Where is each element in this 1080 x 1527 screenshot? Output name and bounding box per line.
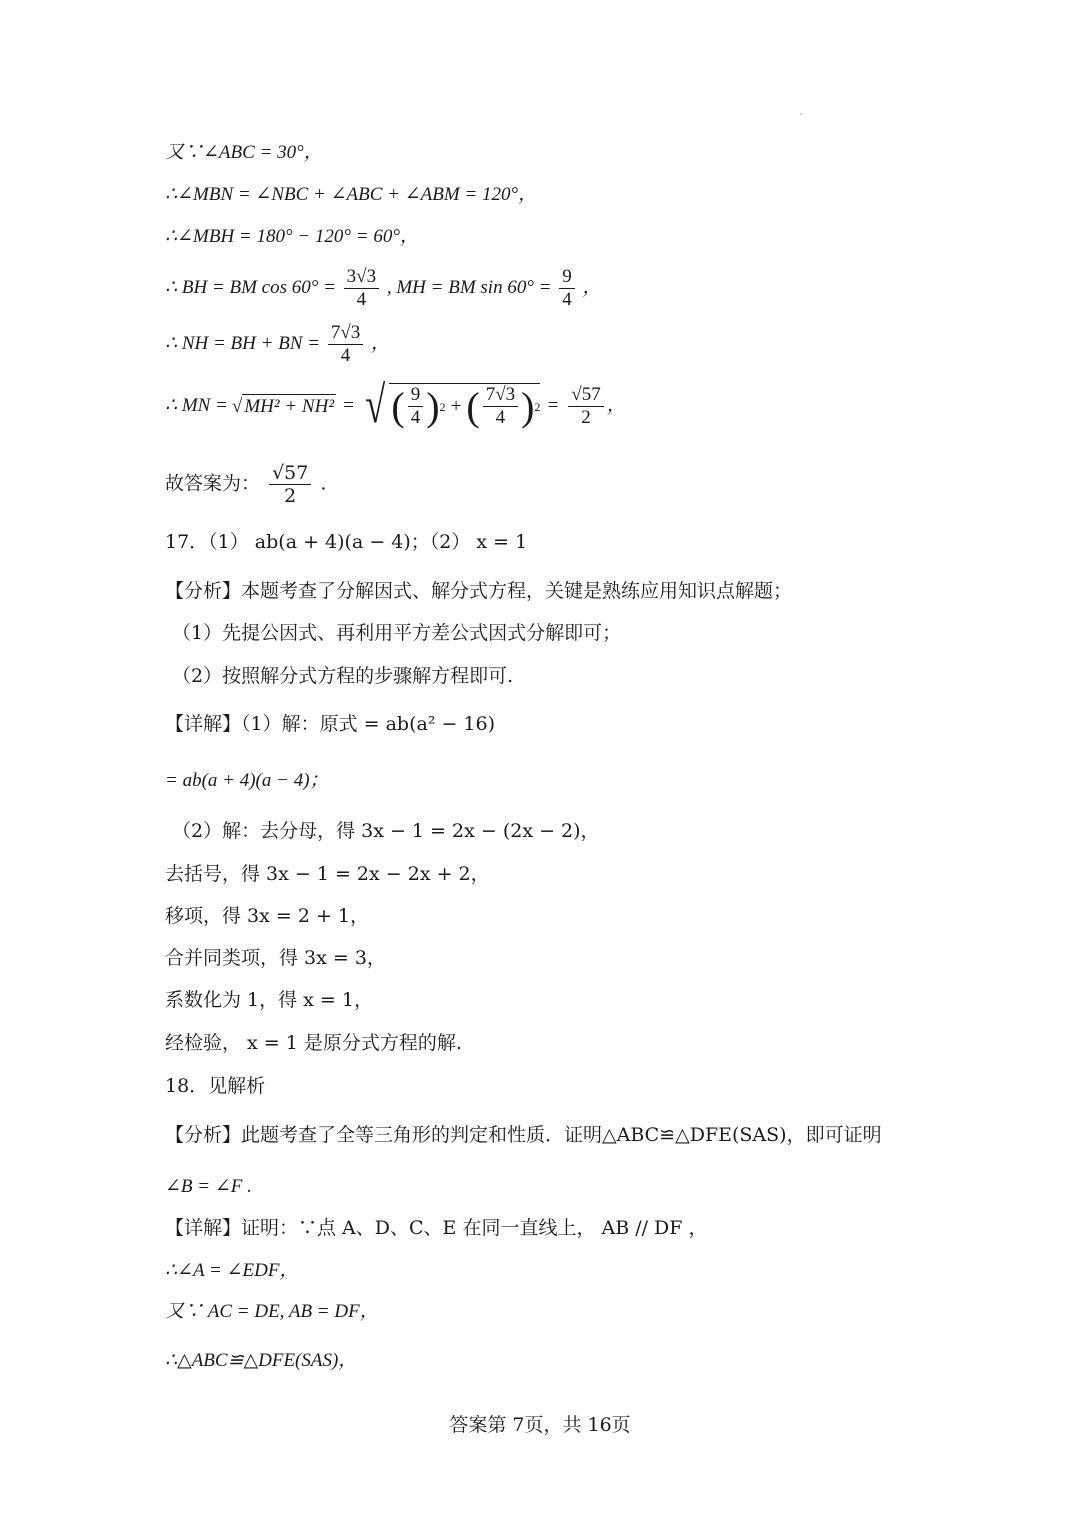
bh-text: ∴ BH = BM cos 60° = [165, 276, 336, 298]
q18-detail-4: ∴△ABC≌△DFE(SAS)， [165, 1350, 358, 1371]
q17-detail-6: 合并同类项，得 3x = 3， [165, 947, 386, 969]
q17-detail-1: 【详解】（1）解：原式 = ab(a² − 16) [165, 713, 496, 735]
q17-detail-8: 经检验， x = 1 是原分式方程的解. [165, 1032, 462, 1054]
line-answer [165, 462, 326, 507]
answer-period: . [320, 472, 327, 495]
mh-num: 9 [559, 266, 575, 289]
bh-fraction [344, 266, 379, 311]
mn-plus: + [449, 395, 463, 417]
mn-f1-den: 4 [410, 407, 421, 428]
mh-fraction [559, 266, 575, 311]
answer-num: √57 [269, 462, 311, 485]
nh-fraction [328, 322, 363, 367]
q17-detail-7: 系数化为 1，得 x = 1， [165, 989, 373, 1011]
nh-comma: ， [371, 332, 391, 354]
scan-speck [800, 113, 802, 115]
q17-detail-2: = ab(a + 4)(a − 4)； [165, 770, 329, 791]
mn-big-sqrt: √ ( $\frac{9}{4}$ ) 2 + ( $\frac{7√3}{4}$ ) 2 [365, 377, 541, 434]
line-angle-mbn: ∴∠MBN = ∠NBC + ∠ABC + ∠ABM = 120°， [165, 184, 538, 205]
nh-den: 4 [340, 345, 351, 366]
mn-result-fraction [568, 384, 603, 429]
q17-heading: 17．（1） ab(a + 4)(a − 4)；（2） x = 1 [165, 531, 528, 553]
line-bh-mh [165, 266, 602, 311]
mn-f2-num: 7√3 [483, 384, 518, 407]
mn-radicand: MH² + NH² [244, 395, 335, 417]
answer-label: 故答案为： [165, 472, 261, 495]
bh-num: 3√3 [344, 266, 379, 289]
q17-analysis-1: （1）先提公因式、再利用平方差公式因式分解即可； [172, 622, 622, 644]
mn-f1-num: 9 [408, 384, 424, 407]
q18-heading: 18．见解析 [165, 1075, 266, 1097]
nh-num: 7√3 [328, 322, 363, 345]
q17-analysis-2: （2）按照解分式方程的步骤解方程即可. [172, 665, 514, 687]
mh-den: 4 [562, 289, 572, 310]
q18-detail-1: 【详解】证明：∵点 A、D、C、E 在同一直线上， AB // DF ， [165, 1217, 708, 1239]
bh-den: 4 [356, 289, 367, 310]
q17-analysis: 【分析】本题考查了分解因式、解分式方程，关键是熟练应用知识点解题； [165, 580, 793, 602]
line-mn [165, 378, 626, 434]
answer-den: 2 [284, 485, 297, 507]
mn-text: ∴ MN = [165, 395, 228, 416]
q18-detail-2: ∴∠A = ∠EDF， [165, 1260, 299, 1281]
q17-detail-3: （2）解：去分母，得 3x − 1 = 2x − (2x − 2)， [172, 820, 600, 842]
line-angle-mbh: ∴∠MBH = 180° − 120° = 60°， [165, 226, 419, 247]
q17-detail-5: 移项，得 3x = 2 + 1， [165, 905, 370, 927]
mn-f3-num: √57 [568, 384, 603, 407]
mh-text: , MH = BM sin 60° = [386, 276, 552, 298]
q18-analysis: 【分析】此题考查了全等三角形的判定和性质．证明△ABC≌△DFE(SAS)，即可证明 [165, 1124, 882, 1146]
q18-detail-3: 又∵ AC = DE, AB = DF， [165, 1301, 379, 1322]
mn-f2-den: 4 [495, 407, 506, 428]
line-angle-abc: 又∵∠ABC = 30°， [165, 142, 323, 163]
mh-comma: ， [582, 276, 602, 298]
mn-f3-den: 2 [581, 406, 591, 428]
mn-frac-7r3-4 [483, 384, 518, 429]
mn-eq: = [342, 395, 355, 416]
q18-analysis-2: ∠B = ∠F . [165, 1176, 252, 1197]
line-nh [165, 322, 390, 367]
page-footer: 答案第 7页，共 16页 [449, 1414, 631, 1436]
mn-eq2: = [546, 395, 560, 416]
mn-frac-9-4 [408, 384, 424, 429]
nh-text: ∴ NH = BH + BN = [165, 332, 321, 354]
mn-sqrt: √ MH² + NH² [231, 395, 335, 417]
mn-comma: ， [606, 395, 626, 416]
answer-fraction [269, 462, 311, 507]
q17-detail-4: 去括号，得 3x − 1 = 2x − 2x + 2， [165, 863, 490, 885]
